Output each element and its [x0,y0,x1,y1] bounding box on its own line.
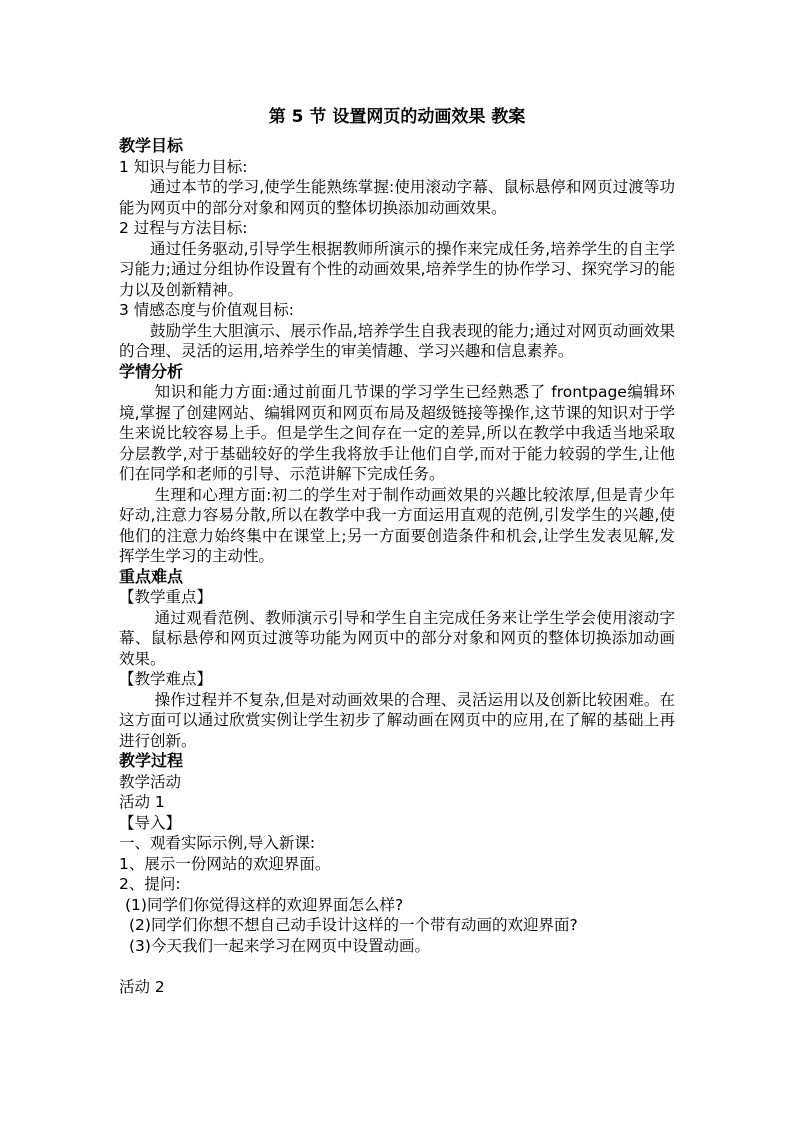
analysis-paragraph-2: 生理和心理方面:初二的学生对于制作动画效果的兴趣比较浓厚,但是青少年好动,注意力容易分散,所以在教学中我一方面运用直观的范例,引发学生的兴趣,使他们的注意力始终集中在课堂上;另一方面要创造条件和机会,让学生发表见解,发挥学生学习的主动性。 [119,485,675,565]
question-2: (2)同学们你想不想自己动手设计这样的一个带有动画的欢迎界面? [129,916,578,934]
process-line-show: 1、展示一份网站的欢迎界面。 [119,854,331,873]
objective-1-label: 1 知识与能力目标: [119,157,248,176]
objective-3-label: 3 情感态度与价值观目标: [119,301,295,319]
blank-line [119,956,675,977]
process-line-activities: 教学活动 [119,772,182,791]
objective-3-text: 鼓励学生大胆演示、展示作品,培养学生自我表现的能力;通过对网页动画效果的合理、灵活的运用,培养学生的审美情趣、学习兴趣和信息素养。 [119,321,675,360]
document-body [119,104,675,997]
difficulty-label: 【教学难点】 [119,670,213,688]
section-heading-analysis: 学情分析 [119,361,184,381]
focus-label: 【教学重点】 [119,588,213,606]
section-heading-keypoints: 重点难点 [119,566,184,586]
analysis-paragraph-1: 知识和能力方面:通过前面几节课的学习学生已经熟悉了 frontpage编辑环境,掌握了创建网站、编辑网页和网页布局及超级链接等操作,这节课的知识对于学生来说比较容易上手。但是学生之间存在一定的差异,所以在教学中我适当地采取分层教学,对于基础较好的学生我将放手让他们自学,而对于能力较弱的学生,让他们在同学和老师的引导、示范讲解下完成任务。 [119,383,675,483]
difficulty-text: 操作过程并不复杂,但是对动画效果的合理、灵活运用以及创新比较困难。在这方面可以通过欣赏实例让学生初步了解动画在网页中的应用,在了解的基础上再进行创新。 [119,690,675,750]
process-line-questions: 2、提问: [119,875,181,893]
focus-text: 通过观看范例、教师演示引导和学生自主完成任务来让学生学会使用滚动字幕、鼠标悬停和网页过渡等功能为网页中的部分对象和网页的整体切换添加动画效果。 [119,608,675,668]
question-3: (3)今天我们一起来学习在网页中设置动画。 [129,936,430,955]
process-line-activity-1: 活动 1 [119,793,165,811]
objective-1-text: 通过本节的学习,使学生能熟练掌握:使用滚动字幕、鼠标悬停和网页过渡等功能为网页中的部分对象和网页的整体切换添加动画效果。 [119,178,675,217]
process-line-intro: 【导入】 [119,813,182,832]
document-title: 第 5 节 设置网页的动画效果 教案 [268,107,526,127]
process-line-example: 一、观看实际示例,导入新课: [119,834,316,852]
process-line-activity-2: 活动 2 [119,977,165,996]
section-heading-objectives: 教学目标 [119,136,184,155]
question-1: (1)同学们你觉得这样的欢迎界面怎么样? [125,895,404,914]
objective-2-text: 通过任务驱动,引导学生根据教师所演示的操作来完成任务,培养学生的自主学习能力;通过分组协作设置有个性的动画效果,培养学生的协作学习、探究学习的能力以及创新精神。 [119,239,675,299]
objective-2-label: 2 过程与方法目标: [119,219,248,237]
section-heading-process: 教学过程 [119,751,184,770]
